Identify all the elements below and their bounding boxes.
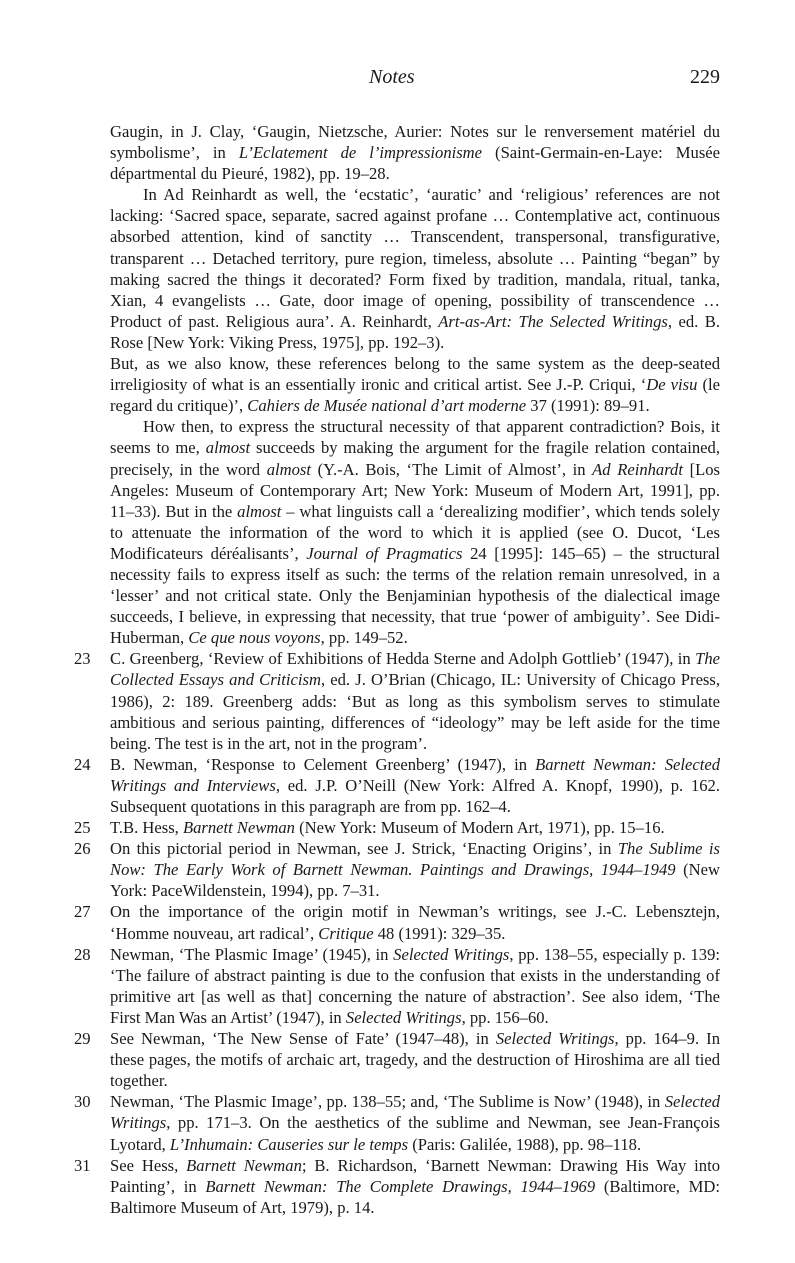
note-text: Newman, ‘The Plasmic Image’ (1945), in Selected Writings, pp. 138–55, especially p. 139: ‘The failure of abstract painting is due to the confusion that exists in the understanding of primitive art [as well as that] concerning the nature of abstraction’. See also idem, ‘The First Man Was an Artist’ (1947), in Selected Writings, pp. 156–60. [110,944,721,1027]
notes-body [74,121,721,1218]
note-text: Newman, ‘The Plasmic Image’, pp. 138–55; and, ‘The Sublime is Now’ (1948), in Selected Writings, pp. 171–3. On the aesthetics of the sublime and Newman, see Jean-François Lyotard, L’Inhumain: Causeries sur le temps (Paris: Galilée, 1988), pp. 98–118. [110,1092,720,1154]
page-header [0,66,795,96]
note-number: 28 [74,944,91,964]
note-text: See Newman, ‘The New Sense of Fate’ (1947–48), in Selected Writings, pp. 164–9. In these pages, the motifs of archaic art, tragedy, and the destruction of Hiroshima are all tied together. [110,1029,720,1091]
continuation-paragraph: How then, to express the structural necessity of that apparent contradiction? Bois, it seems to me, almost succeeds by making the argument for the fragile relation contained, precisely, in the word almost (Y.-A. Bois, ‘The Limit of Almost’, in Ad Reinhardt [Los Angeles: Museum of Contemporary Art; New York: Museum of Modern Art, 1991], pp. 11–33). But in the almost – what linguists call a ‘derealizing modifier’, which tends solely to attenuate the information of the word to which it is applied (see O. Ducot, ‘Les Modificateurs déréalisants’, Journal of Pragmatics 24 [1995]: 145–65) – the structural necessity fails to express itself as such: the terms of the relation remain unresolved, in a ‘lesser’ and not critical state. Only the Benjaminian hypothesis of the dialectical image succeeds, I believe, in expressing that necessity, that true ‘power of ambiguity’. See Didi-Huberman, Ce que nous voyons, pp. 149–52. [110,417,720,648]
note-number: 25 [74,818,91,838]
note-28 [74,944,721,1028]
note-25 [74,817,720,838]
note-number: 24 [74,754,91,774]
note-31 [74,1155,720,1218]
note-24 [74,754,721,817]
note-text: C. Greenberg, ‘Review of Exhibitions of Hedda Sterne and Adolph Gottlieb’ (1947), in The Collected Essays and Criticism, ed. J. O’Brian (Chicago, IL: University of Chicago Press, 1986), 2: 189. Greenberg adds: ‘But as long as this symbolism serves to stimulate ambitious and serious painting, differences of “ideology” may be left aside for the time being. The test is in the art, not in the program’. [110,649,720,753]
note-text: See Hess, Barnett Newman; B. Richardson, ‘Barnett Newman: Drawing His Way into Painting’, in Barnett Newman: The Complete Drawings, 1944–1969 (Baltimore, MD: Baltimore Museum of Art, 1979), p. 14. [110,1155,720,1217]
note-number: 26 [74,839,91,859]
notes-list [74,648,721,1218]
running-head: Notes [369,66,415,88]
note-number: 30 [74,1092,91,1112]
note-text: T.B. Hess, Barnett Newman (New York: Museum of Modern Art, 1971), pp. 15–16. [110,818,665,838]
note-26 [74,838,720,901]
note-number: 29 [74,1029,91,1049]
continuation-paragraph: In Ad Reinhardt as well, the ‘ecstatic’, ‘auratic’ and ‘religious’ references are not lacking: ‘Sacred space, separate, sacred against profane … Contemplative act, continuous absorbed attention, kind of sanctity … Transcendent, transpersonal, transfigurative, transparent … Detached territory, pure region, timeless, absolute … Painting “began” by making sacred the things it decorated? Form fixed by tradition, mandala, ritual, tanka, Xian, 4 evangelists … Gate, door image of opening, possibility of transcendence … Product of past. Religious aura’. A. Reinhardt, Art-as-Art: The Selected Writings, ed. B. Rose [New York: Viking Press, 1975], pp. 192–3). [110,185,720,352]
continuation-paragraph: Gaugin, in J. Clay, ‘Gaugin, Nietzsche, Aurier: Notes sur le renversement matériel du symbolisme’, in L’Eclatement de l’impressionisme (Saint-Germain-en-Laye: Musée départmental du Pieuré, 1982), pp. 19–28. [110,122,721,184]
note-30 [74,1091,720,1154]
note-text: On this pictorial period in Newman, see J. Strick, ‘Enacting Origins’, in The Sublime is Now: The Early Work of Barnett Newman. Paintings and Drawings, 1944–1949 (New York: PaceWildenstein, 1994), pp. 7–31. [110,839,720,901]
note-number: 23 [74,649,91,669]
note-29 [74,1028,720,1091]
note-text: On the importance of the origin motif in Newman’s writings, see J.-C. Lebensztejn, ‘Homme nouveau, art radical’, Critique 48 (1991): 329–35. [110,902,720,943]
page-number: 229 [690,66,720,88]
note-23 [74,648,720,753]
note-number: 31 [74,1155,91,1175]
note-number: 27 [74,902,91,922]
note-27 [74,901,720,943]
continuation-paragraph: But, as we also know, these references belong to the same system as the deep-seated irreligiosity of what is an essentially ironic and critical artist. See J.-P. Criqui, ‘De visu (le regard du critique)’, Cahiers de Musée national d’art moderne 37 (1991): 89–91. [110,354,720,416]
note-text: B. Newman, ‘Response to Celement Greenberg’ (1947), in Barnett Newman: Selected Writings and Interviews, ed. J.P. O’Neill (New York: Alfred A. Knopf, 1990), p. 162. Subsequent quotations in this paragraph are from pp. 162–4. [110,754,721,816]
